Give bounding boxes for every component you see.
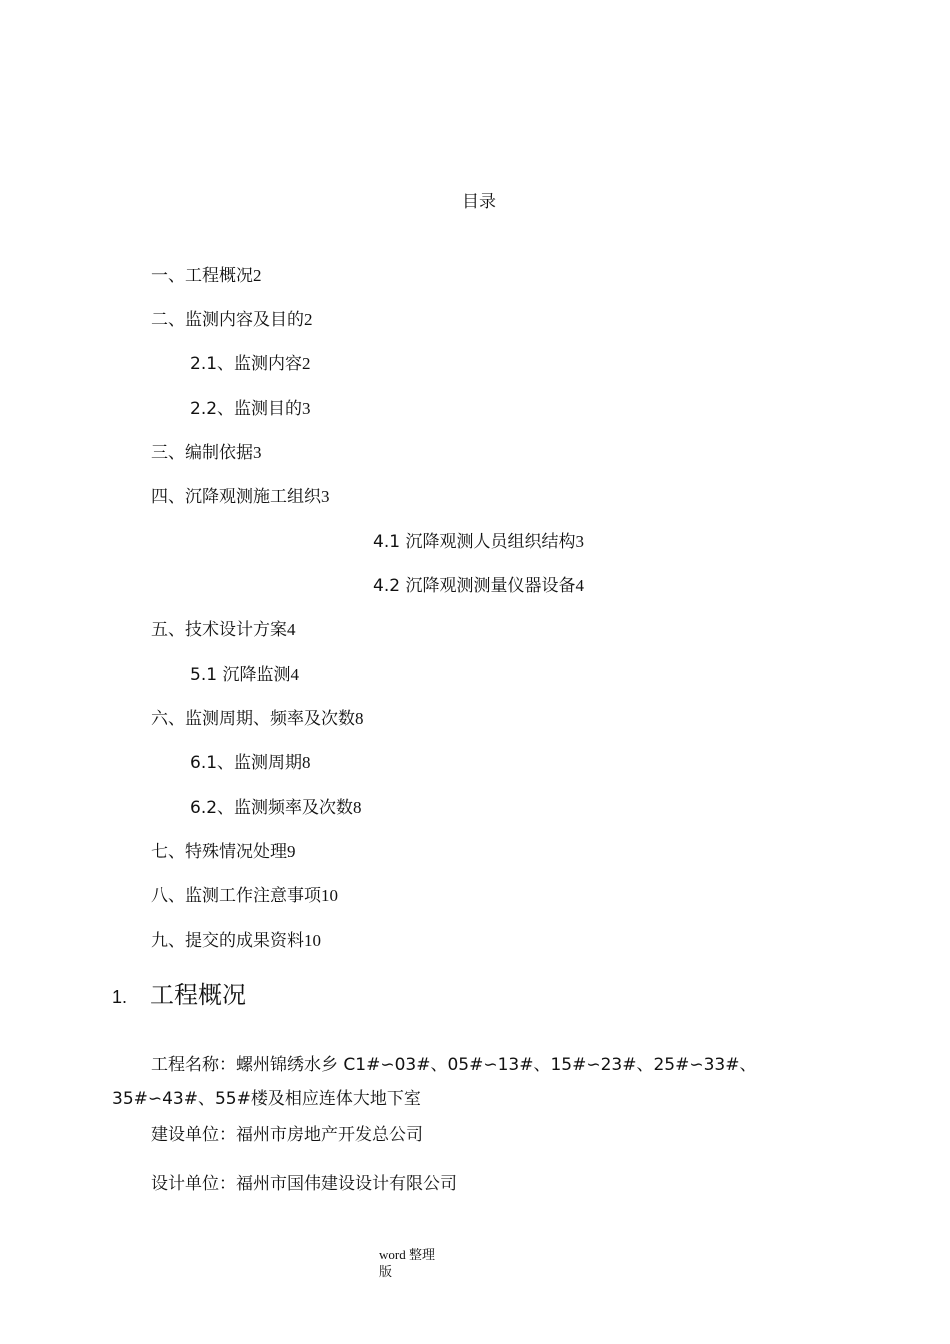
toc-item-text: 九、提交的成果资料 xyxy=(151,931,304,951)
toc-item-text: 四、沉降观测施工组织 xyxy=(151,487,321,507)
project-name-label: 工程名称： xyxy=(151,1055,236,1075)
build-unit-label: 建设单位： xyxy=(151,1125,236,1145)
toc-item[interactable] xyxy=(151,485,330,509)
toc-item-text: 6.2、监测频率及次数 xyxy=(190,798,354,818)
toc-item-page: 4 xyxy=(575,576,584,595)
toc-item-text: 一、工程概况 xyxy=(151,266,253,286)
toc-item[interactable] xyxy=(151,707,364,731)
toc-item-page: 4 xyxy=(287,620,296,639)
toc-item-page: 10 xyxy=(321,886,338,905)
section-heading xyxy=(112,975,246,1010)
toc-title: 目录 xyxy=(462,192,496,212)
toc-item-text: 五、技术设计方案 xyxy=(151,620,287,640)
toc-item-text: 2.2、监测目的 xyxy=(190,399,303,419)
toc-item[interactable] xyxy=(373,574,584,598)
footer-watermark: word 整理版 xyxy=(379,1247,435,1279)
design-unit-value: 福州市国伟建设设计有限公司 xyxy=(236,1174,457,1194)
build-unit-paragraph xyxy=(151,1123,423,1147)
toc-item-text: 4.2 沉降观测测量仪器设备 xyxy=(373,576,576,596)
toc-item-text: 5.1 沉降监测 xyxy=(190,665,291,685)
toc-item[interactable] xyxy=(151,618,296,642)
toc-item-page: 9 xyxy=(287,842,296,861)
section-title: 工程概况 xyxy=(150,981,246,1009)
toc-item-page: 10 xyxy=(304,931,321,950)
build-unit-value: 福州市房地产开发总公司 xyxy=(236,1125,423,1145)
toc-item-page: 3 xyxy=(253,443,262,462)
toc-item[interactable] xyxy=(151,929,321,953)
toc-item[interactable] xyxy=(190,796,362,820)
toc-item-page: 2 xyxy=(253,266,262,285)
design-unit-label: 设计单位： xyxy=(151,1174,236,1194)
toc-item[interactable] xyxy=(190,397,311,421)
toc-item[interactable] xyxy=(151,264,262,288)
toc-item-page: 8 xyxy=(302,753,311,772)
toc-item[interactable] xyxy=(190,751,311,775)
toc-item[interactable] xyxy=(190,352,311,376)
toc-item-page: 2 xyxy=(302,354,311,373)
toc-item-page: 3 xyxy=(302,399,311,418)
toc-item[interactable] xyxy=(151,884,338,908)
toc-item-text: 二、监测内容及目的 xyxy=(151,310,304,330)
toc-item-page: 2 xyxy=(304,310,313,329)
section-number: 1. xyxy=(112,987,128,1007)
project-name-paragraph xyxy=(112,1048,852,1116)
toc-item-page: 3 xyxy=(321,487,330,506)
toc-item-text: 4.1 沉降观测人员组织结构 xyxy=(373,532,576,552)
toc-item[interactable] xyxy=(151,441,262,465)
toc-item[interactable] xyxy=(190,663,299,687)
toc-item[interactable] xyxy=(151,840,296,864)
toc-item-text: 三、编制依据 xyxy=(151,443,253,463)
project-name-value: 螺州锦绣水乡 C1#∽03#、05#∽13#、15#∽23#、25#∽33#、35#∽43#、55#楼及相应连体大地下室 xyxy=(112,1055,757,1109)
toc-item-page: 3 xyxy=(575,532,584,551)
design-unit-paragraph xyxy=(151,1172,457,1196)
toc-item-text: 八、监测工作注意事项 xyxy=(151,886,321,906)
toc-item-text: 6.1、监测周期 xyxy=(190,753,303,773)
toc-item-page: 8 xyxy=(355,709,364,728)
toc-item-text: 六、监测周期、频率及次数 xyxy=(151,709,355,729)
toc-item[interactable] xyxy=(151,308,313,332)
toc-item-text: 2.1、监测内容 xyxy=(190,354,303,374)
toc-item-page: 8 xyxy=(353,798,362,817)
toc-item[interactable] xyxy=(373,530,584,554)
toc-item-page: 4 xyxy=(290,665,299,684)
toc-item-text: 七、特殊情况处理 xyxy=(151,842,287,862)
